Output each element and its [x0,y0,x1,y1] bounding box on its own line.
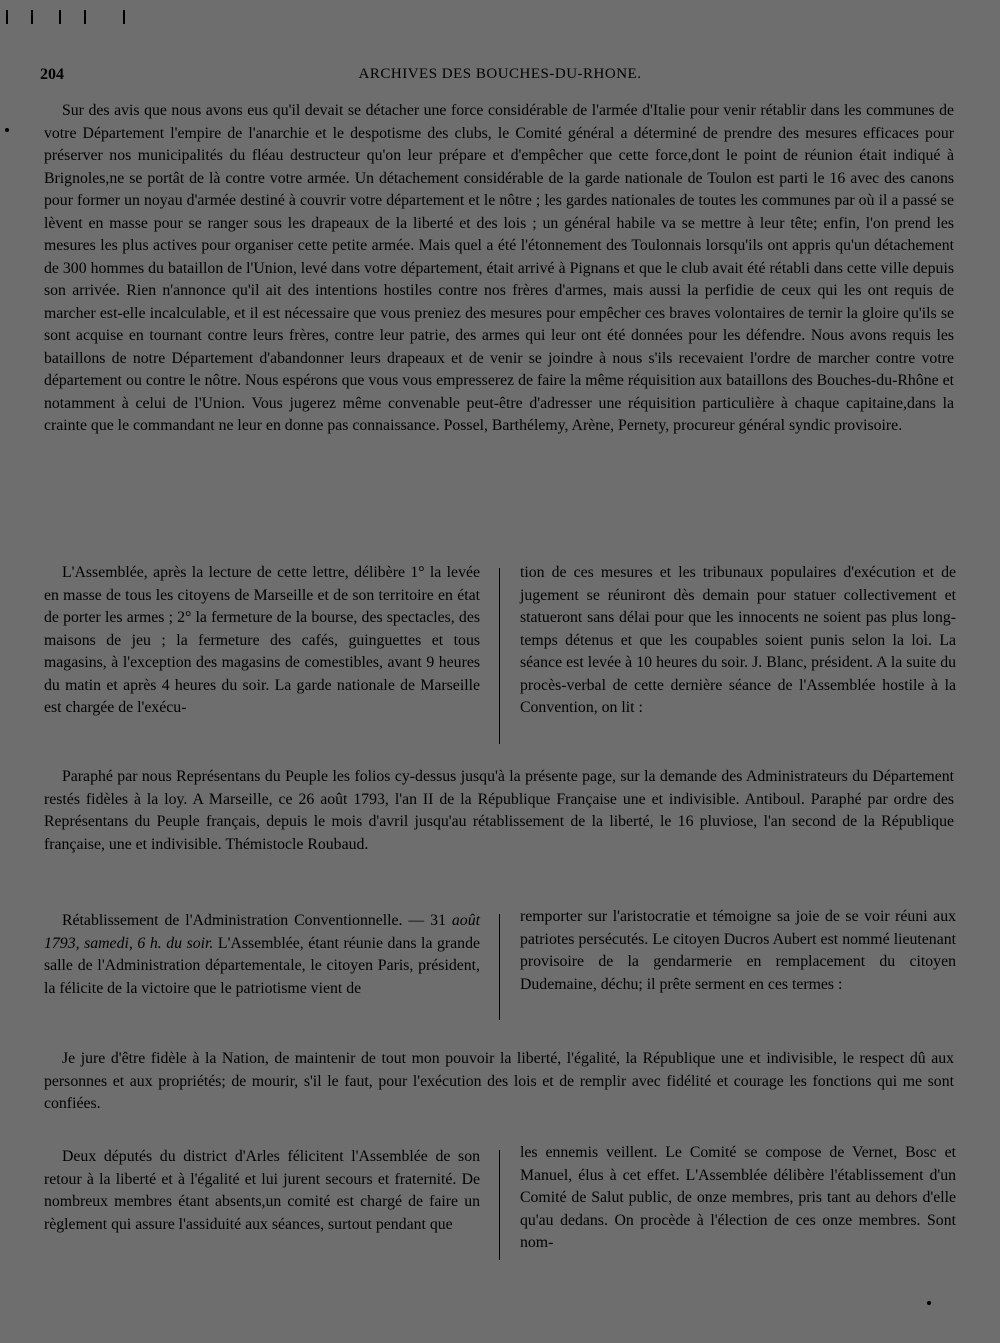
page-number: 204 [40,66,64,83]
reestablishment-intro: Rétablissement de l'Administration Conventionnelle. — 31 [62,912,452,929]
scan-edge-marks [0,0,1000,28]
paraphe-paragraph: Paraphé par nous Représentans du Peuple les folios cy-dessus jusqu'à la présente page, sur la demande des Administrateurs du Département restés fidèles à la loy. A Marseille, ce 26 août 1793, l'an II de la République Française une et indivisible. Antiboul. Paraphé par ordre des Représentans du Peuple français, depuis le mois d'avril jusqu'au rétablissement de la liberté, le 16 pluviose, l'an second de la République française, une et indivisible. Thémistocle Roubaud. [44,768,954,853]
arles-paragraph-right: les ennemis veillent. Le Comité se compose de Vernet, Bosc et Manuel, élus à cet effet. L'Assemblée délibère l'établissement d'un Comité de Salut public, de onze membres, pris tant au dehors d'elle qu'au dedans. On procède à l'élection de ces onze membres. Sont nom- [520,1144,956,1251]
column-rule [499,914,500,1020]
letter-paragraph: Sur des avis que nous avons eus qu'il devait se détacher une force considérable de l'armée d'Italie pour venir rétablir dans les communes de votre Département l'empire de l'anarchie et le despotisme des clubs, le Comité général a déterminé de prendre des mesures efficaces pour préserver nos municipalités du fléau destructeur qu'on leur prépare et d'empêcher que cette force,dont le point de réunion était indiqué à Brignoles,ne se portât de là contre votre armée. Un détachement considérable de la garde nationale de Toulon est parti le 16 avec des canons pour former un noyau d'armée destiné à couvrir votre département et le nôtre ; les gardes nationales de toutes les communes par où il a passé se lèvent en masse pour se ranger sous les drapeaux de la liberté et des lois ; un général habile va se mettre à leur tête; enfin, l'on prend les mesures les plus actives pour organiser cette petite armée. Mais quel a été l'étonnement des Toulonnais lorsqu'ils ont appris qu'un détachement de 300 hommes du bataillon de l'Union, levé dans votre département, était arrivé à Pignans et que le club avait été rétabli dans cette ville depuis son arrivée. Rien n'annonce qu'il ait des intentions hostiles contre nos frères d'armes, mais aussi la perfidie de ceux qui les ont requis de marcher est-elle incalculable, et il est nécessaire que vous preniez des mesures pour empêcher ces braves volontaires de ternir la gloire qu'ils se sont acquise en tournant contre leurs frères, contre leur patrie, des armes qui leur ont été données pour les défendre. Nous avons requis les bataillons de notre Département d'abandonner leurs drapeaux et de venir se joindre à nous s'ils recevaient l'ordre de marcher contre votre département ou contre le nôtre. Nous espérons que vous vous empresserez de faire la même réquisition aux bataillons des Bouches-du-Rhône et notamment à celui de l'Union. Vous jugerez même convenable peut-être d'adresser une réquisition particulière à chaque capitaine,dans la crainte que le commandant ne leur en donne pas connaissance. Possel, Barthélemy, Arène, Pernety, procureur général syndic provisoire. [44,102,954,434]
reestablishment-paragraph-right: remporter sur l'aristocratie et témoigne sa joie de se voir réuni aux patriotes persécutés. Le citoyen Ducros Aubert est nommé lieutenant provisoire de la gendarmerie en remplacement du citoyen Dudemaine, déchu; il prête serment en ces termes : [520,908,956,993]
assembly-paragraph-right: tion de ces mesures et les tribunaux populaires d'exécution et de jugement se réuniront dès demain pour statuer collectivement et statueront sans délai pour que les innocents ne soient pas plus long-temps détenus et que les coupables soient punis selon la loi. La séance est levée à 10 heures du soir. J. Blanc, président. A la suite du procès-verbal de cette dernière séance de l'Assemblée hostile à la Convention, on lit : [520,564,956,716]
arles-paragraph-left: Deux députés du district d'Arles félicitent l'Assemblée de son retour à la liberté et à l'égalité et lui jurent secours et fraternité. De nombreux membres étant absents,un comité est chargé de faire un règlement qui assure l'assiduité aux séances, surtout pendant que [44,1148,480,1233]
assembly-paragraph-left: L'Assemblée, après la lecture de cette lettre, délibère 1° la levée en masse de tous les citoyens de Marseille et de son territoire en état de porter les armes ; 2° la fermeture de la bourse, des spectacles, des maisons de jeu ; la fermeture des cafés, guinguettes et tous magasins, à l'exception des magasins de comestibles, avant 9 heures du matin et après 4 heures du soir. La garde nationale de Marseille est chargée de l'exécu- [44,564,480,716]
running-title: ARCHIVES DES BOUCHES-DU-RHONE. [358,66,642,82]
column-rule [499,1150,500,1260]
reestablishment-date: août 1793, samedi, 6 h. du soir. [44,912,480,952]
page-header [40,66,960,90]
reestablishment-rest: L'Assemblée, étant réunie dans la grande salle de l'Administration départementale, le citoyen Paris, président, la félicite de la victoire que le patriotisme vient de [44,934,480,997]
scan-speck [5,128,9,132]
column-rule [499,568,500,744]
reestablishment-paragraph-left [44,910,480,1000]
oath-paragraph: Je jure d'être fidèle à la Nation, de maintenir de tout mon pouvoir la liberté, l'égalité, la République une et indivisible, le respect dû aux personnes et aux propriétés; de mourir, s'il le faut, pour l'exécution des lois et de remplir avec fidélité et courage les fonctions qui me sont confiées. [44,1050,954,1112]
scan-speck [927,1301,931,1305]
